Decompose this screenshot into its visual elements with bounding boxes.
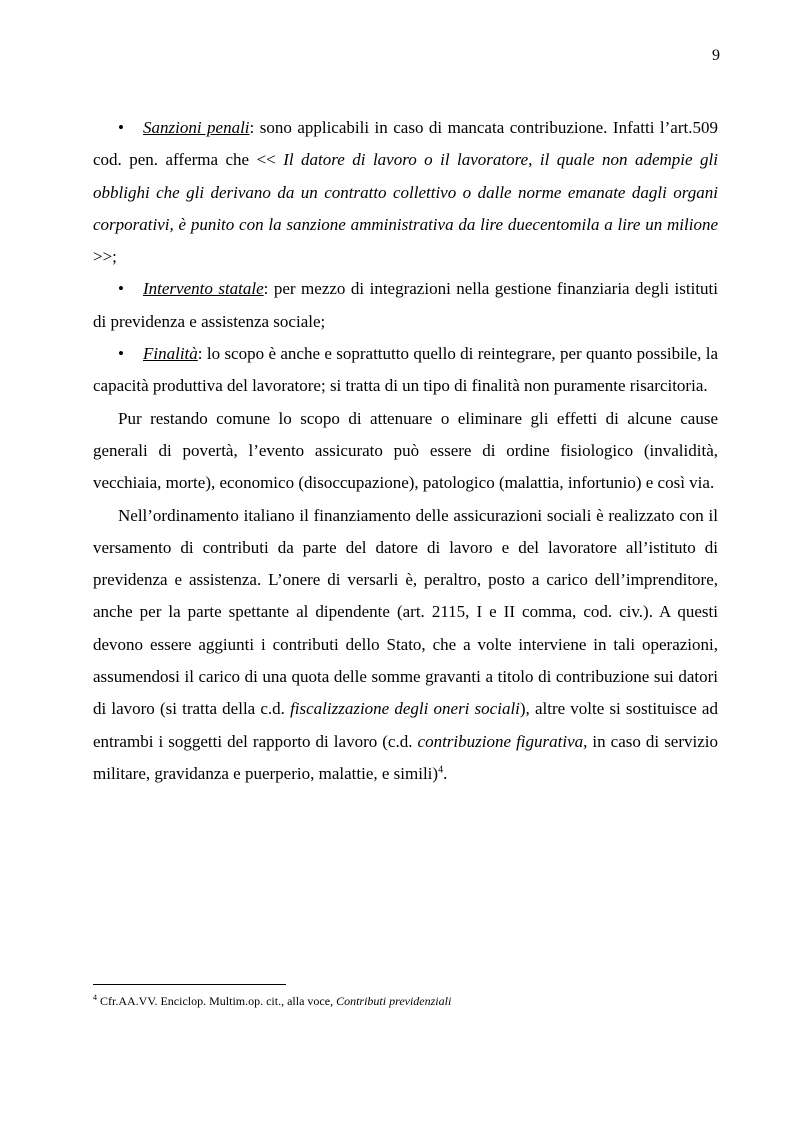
bullet-text: : lo scopo è anche e soprattutto quello di reintegrare, per quanto possibile, la capacità produttiva del lavoratore; si tratta di un tipo di finalità non puramente risarcitoria. (93, 344, 718, 396)
page-number: 9 (712, 47, 720, 64)
bullet-term: Finalità (143, 344, 198, 364)
body-text (93, 112, 718, 790)
bullet-term: Sanzioni penali (143, 118, 250, 137)
paragraph-text: , in caso di servizio militare, gravidanza e puerperio, malattie, e simili) (93, 731, 719, 783)
bullet-text: : per mezzo di integrazioni nella gestione finanziaria degli istituti di previdenza e assistenza sociale; (93, 279, 718, 331)
italic-term: fiscalizzazione degli oneri sociali (290, 699, 520, 719)
bullet-term: Intervento statale (143, 279, 264, 299)
footnote-separator (93, 984, 286, 985)
bullet-text: : sono applicabili in caso di mancata contribuzione. Infatti l’art.509 cod. pen. afferma che << (93, 118, 718, 170)
footnote-number: 4 (93, 993, 97, 1002)
paragraph-poverta: Pur restando comune lo scopo di attenuare o eliminare gli effetti di alcune cause generali di povertà, l’evento assicurato può essere di ordine fisiologico (invalidità, vecchiaia, morte), economico (disoccupazione), patologico (malattia, infortunio) e così via. (93, 408, 718, 493)
bullet-text: >>; (93, 247, 117, 267)
paragraph-finanziamento (93, 500, 718, 791)
bullet-icon: • (118, 279, 124, 299)
bullet-finalita (93, 338, 718, 403)
bullet-sanzioni-penali (93, 112, 718, 273)
paragraph-text: . (443, 763, 448, 783)
bullet-icon: • (118, 118, 124, 137)
quoted-article: Il datore di lavoro o il lavoratore, il quale non adempie gli obblighi che gli derivano da un contratto collettivo o dalle norme emanate dagli organi corporativi, è punito con la sanzione amministrativa da lire duecentomila a lire un milione (93, 150, 718, 234)
footnote-italic: Contributi previdenziali (336, 994, 452, 1008)
paragraph-text: Nell’ordinamento italiano il finanziamento delle assicurazioni sociali è realizzato con il versamento di contributi da parte del datore di lavoro e del lavoratore all’istituto di previdenza e assistenza. L’onere di versarli è, peraltro, posto a carico dell’imprenditore, anche per la parte spettante al dipendente (art. 2115, I e II comma, cod. civ.). A questi devono essere aggiunti i contributi dello Stato, che a volte interviene in tali operazioni, assumendosi il carico di una quota delle somme gravanti a titolo di contribuzione sui datori di lavoro (si tratta della c.d. (93, 505, 718, 719)
bullet-intervento-statale (93, 273, 718, 338)
bullet-icon: • (118, 344, 124, 364)
paragraph-text: ), altre volte si sostituisce ad entrambi i soggetti del rapporto di lavoro (c.d. (93, 699, 718, 751)
footnote (93, 993, 718, 1009)
footnote-ref[interactable]: 4 (438, 764, 444, 776)
footnote-text: Cfr.AA.VV. Enciclop. Multim.op. cit., alla voce, (97, 994, 337, 1008)
italic-term: contribuzione figurativa (417, 731, 584, 751)
